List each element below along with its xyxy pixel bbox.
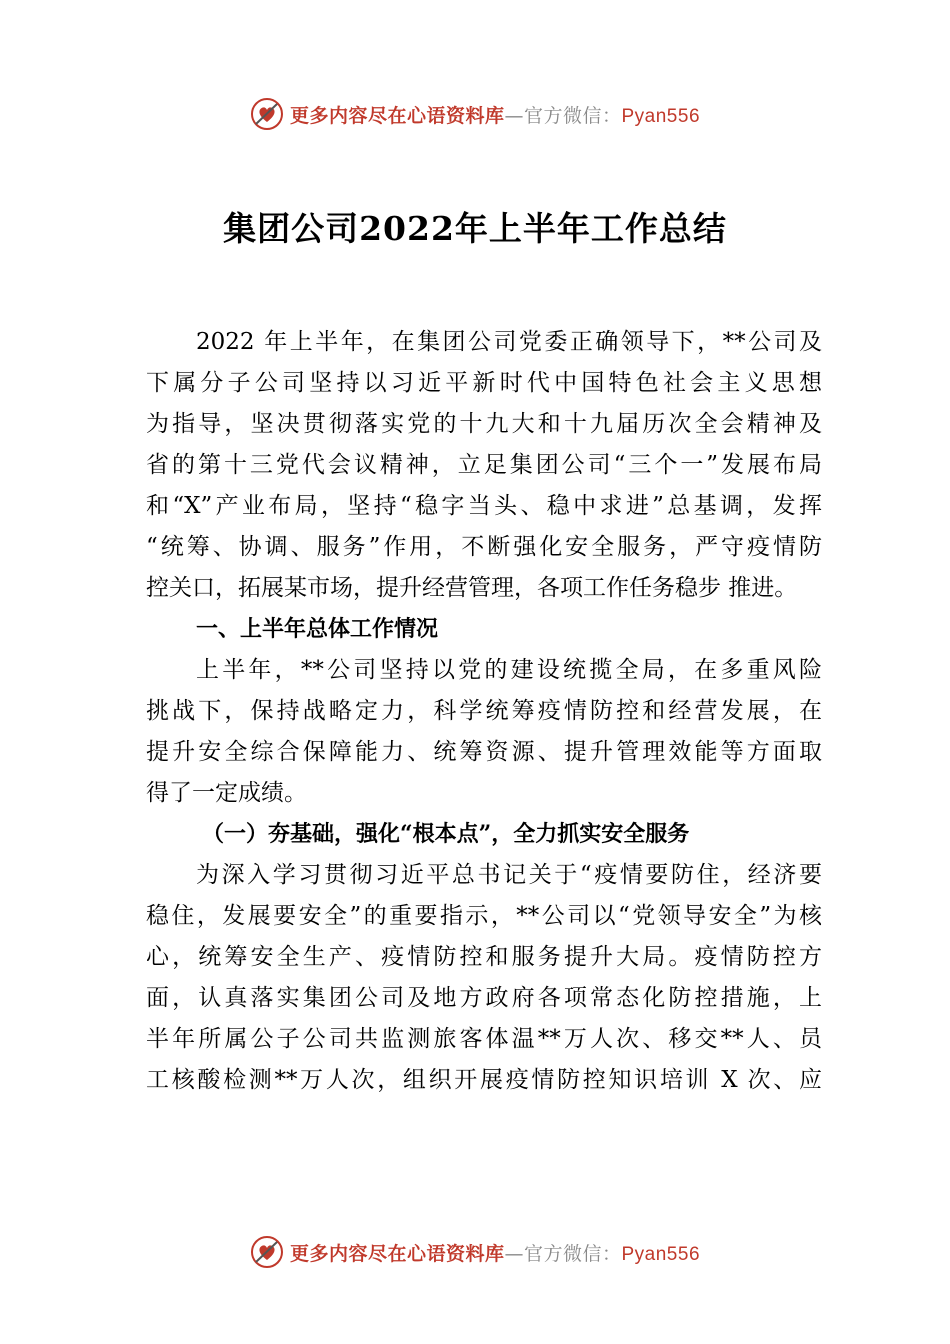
paragraph-line: 为深入学习贯彻习近平总书记关于“疫情要防住，经济要 [196, 862, 822, 888]
watermark-text [290, 1239, 700, 1266]
paragraph-line: 半年所属公子公司共监测旅客体温**万人次、移交**人、员 [146, 1026, 822, 1052]
document-body [146, 322, 822, 1101]
paragraph-line: 2022 年上半年，在集团公司党委正确领导下，**公司及 [196, 329, 822, 355]
paragraph-line: 下属分子公司坚持以习近平新时代中国特色社会主义思想 [146, 370, 822, 396]
paragraph-line: 控关口，拓展某市场，提升经营管理，各项工作任务稳步 推进。 [146, 575, 798, 601]
section-heading: 一、上半年总体工作情况 [196, 617, 439, 642]
paragraph-line: 和“X”产业布局，坚持“稳字当头、稳中求进”总基调，发挥 [146, 493, 822, 519]
paragraph-line: 得了一定成绩。 [146, 780, 307, 806]
paragraph-line: 省的第十三党代会议精神，立足集团公司“三个一”发展布局 [146, 452, 822, 478]
watermark-text [290, 101, 700, 128]
paragraph-line: 提升安全综合保障能力、统筹资源、提升管理效能等方面取 [146, 739, 822, 765]
footer-watermark [0, 1232, 950, 1272]
subsection-heading: （一）夯基础，强化“根本点”，全力抓实安全服务 [202, 821, 690, 847]
heart-logo-icon [250, 97, 284, 131]
paragraph-line: 为指导，坚决贯彻落实党的十九大和十九届历次全会精神及 [146, 411, 822, 437]
watermark-dash: — [504, 1242, 524, 1265]
paragraph-line: 稳住，发展要安全”的重要指示，**公司以“党领导安全”为核 [146, 903, 822, 929]
watermark-wechat-id: Pyan556 [621, 105, 701, 127]
watermark-dash: — [504, 104, 524, 127]
paragraph-line: 上半年，**公司坚持以党的建设统揽全局，在多重风险 [196, 657, 822, 683]
document-title: 集团公司2022年上半年工作总结 [223, 209, 727, 248]
paragraph-line: 面，认真落实集团公司及地方政府各项常态化防控措施，上 [146, 985, 822, 1011]
watermark-wechat-id: Pyan556 [621, 1243, 701, 1265]
paragraph-line: “统筹、协调、服务”作用，不断强化安全服务，严守疫情防 [146, 534, 822, 560]
heart-logo-icon [250, 1235, 284, 1269]
header-watermark [0, 94, 950, 134]
paragraph-line: 挑战下，保持战略定力，科学统筹疫情防控和经营发展，在 [146, 698, 822, 724]
paragraph-line: 心，统筹安全生产、疫情防控和服务提升大局。疫情防控方 [146, 944, 822, 970]
watermark-brand: 更多内容尽在心语资料库 [289, 104, 505, 127]
watermark-brand: 更多内容尽在心语资料库 [289, 1242, 505, 1265]
watermark-wechat-label: 官方微信： [523, 104, 622, 127]
paragraph-line: 工核酸检测**万人次，组织开展疫情防控知识培训 X 次、应 [146, 1067, 822, 1093]
watermark-wechat-label: 官方微信： [523, 1242, 622, 1265]
